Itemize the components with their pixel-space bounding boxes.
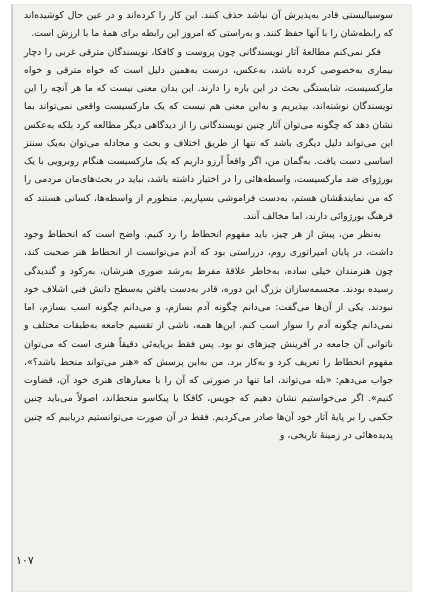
page-gutter-line xyxy=(12,4,13,592)
page-number: ۱۰۷ xyxy=(16,554,34,567)
body-text xyxy=(24,7,393,445)
book-page xyxy=(11,4,412,592)
paragraph-1: سوسیالیستی قادر به‌پذیرش آن نباشد حذف کنند. این کار را کرده‌اند و در عین حال کوشیده‌اند که رابطه‌شان را با آنها حفظ کنند. و به‌راستی که امروز این رابطه برای همهٔ ما با ارزش است. xyxy=(24,10,393,40)
paragraph-3: به‌نظر من، پیش از هر چیز، باید مفهوم انحطاط را رد کنیم. واضح است که انحطاط وجود داشت، در پایان امپراتوری روم، درراستی بود که آدم می‌توانست از انحطاط هنر صحبت کند، چون هنرمندان خیلی ساده، به‌خاطر علاقهٔ مفرط به‌رشد صوری هنرشان، به‌رکود و گندیدگی رسیده بودند. مجسمه‌سازان بزرگ این دوره، قادر به‌دست یافتن به‌سطح دانش فنی اشلاف خود نبودند. یکی از آن‌ها می‌گفت: می‌دانم چگونه آدم بسازم، و می‌دانم چگونه اسب بسازم، اما نمی‌دانم چگونه آدم را سوار اسب کنم. این‌ها همه، ناشی از تقسیم جامعه به‌طبقات مختلف و ناتوانی آن جامعه در آفرینش چیزهای نو بود. پس فقط برپایه‌ئی دقیقاً هنری است که می‌توان مفهوم انحطاط را تعریف کرد و به‌کار برد. من به‌این پرسش که «هنر می‌تواند منحط باشد؟»، جواب می‌دهم: «بله می‌تواند، اما تنها در صورتی که آن را با معیارهای هنری خود آن، قضاوت کنیم». اگر می‌خواستیم نشان دهیم که جویس، کافکا یا پیکاسو منحط‌اند، اصولاً می‌باید چنین حکمی را بر پایهٔ آثار خود آن‌ها صادر می‌کردیم. فقط در آن صورت می‌توانستیم دریابیم که چنین پدیده‌هائی در زمینهٔ تاریخی، و xyxy=(24,229,393,441)
paragraph-2: فکر نمی‌کنم مطالعهٔ آثار نویسندگانی چون پروست و کافکا، نویسندگان مترقی غربی را دچار بیماری به‌خصوصی کرده باشد، به‌عکس، درست به‌همین دلیل است که خواه مترقی و خواه مارکسیست، شایستگی بحث در این باره را دارند. این بدان معنی نیست که ما هر آنچه را این نویسندگان نوشته‌اند، بپذیریم و به‌این معنی هم نیست که یک مارکسیست واقعی نمی‌تواند بما نشان دهد که چگونه می‌توان آثار چنین نویسندگانی را از دیدگاهی دیگر مطالعه کرد بلکه به‌عکس این می‌تواند دلیل دیگری باشد که تنها از طریق اختلاف و بحث و مجادله می‌توان به‌یک سنتز اساسی دست یافت. به‌گمان من، اگر واقعاً آرزو داریم که یک مارکسیست هنگام روبرویی با یک بورژوای ضد مارکسیست، واسطه‌هائی را در اختیار داشته باشد، نباید در بحث‌های‌مان مردمی را که من نمایندهٔشان هستم، به‌دست فراموشی بسپاریم. منظورم از واسطه‌ها، کسانی هستند که فرهنگ بورژوائی دارند، اما مخالف آنند. xyxy=(24,46,393,222)
